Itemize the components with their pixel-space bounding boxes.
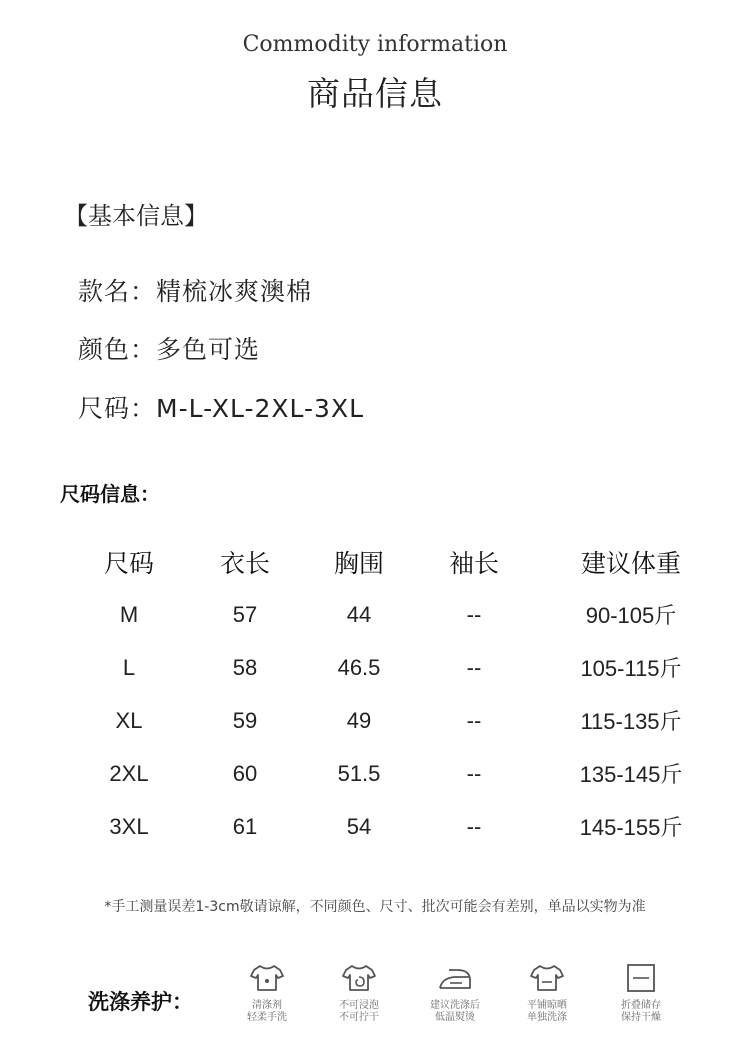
tshirt-detergent-icon — [247, 962, 287, 994]
style-name-label: 款名： — [78, 277, 157, 306]
chinese-title: 商品信息 — [307, 74, 443, 113]
table-cell: 105-115斤 — [580, 656, 682, 681]
size-table-header-row — [70, 536, 730, 588]
care-item-hand-wash — [232, 962, 302, 1024]
tshirt-flat-dry-icon — [527, 962, 567, 994]
care-caption-line1: 折叠储存 — [621, 1000, 661, 1011]
table-row — [70, 800, 730, 853]
care-caption-line1: 清涤剂 — [252, 1000, 282, 1011]
size-table — [70, 536, 730, 853]
size-label: 尺码： — [78, 394, 157, 423]
table-cell: 57 — [232, 601, 258, 627]
table-cell: 54 — [346, 813, 372, 839]
care-caption-line2: 保持干燥 — [621, 1012, 661, 1023]
table-cell: 58 — [232, 654, 258, 680]
table-cell: 59 — [232, 707, 258, 733]
size-row — [78, 389, 364, 425]
column-header-length: 衣长 — [219, 549, 270, 578]
style-name-row — [78, 272, 312, 308]
table-cell: -- — [466, 601, 482, 627]
column-header-weight: 建议体重 — [580, 549, 681, 578]
care-item-no-soak — [324, 962, 394, 1024]
column-header-sleeve: 袖长 — [448, 549, 499, 578]
size-info-heading: 尺码信息： — [60, 482, 160, 506]
table-cell: 60 — [232, 760, 258, 786]
style-name-value: 精梳冰爽澳棉 — [156, 277, 313, 306]
table-cell: -- — [466, 654, 482, 680]
tshirt-no-soak-icon — [339, 962, 379, 994]
care-item-fold-storage — [606, 962, 676, 1024]
fold-storage-icon — [621, 962, 661, 994]
care-item-iron — [420, 962, 490, 1024]
care-caption-line1: 建议洗涤后 — [430, 1000, 480, 1011]
basic-info-heading: 【基本信息】 — [64, 202, 208, 230]
english-title: Commodity information — [242, 32, 508, 57]
table-cell: 49 — [346, 707, 372, 733]
care-caption-line2: 单独洗涤 — [527, 1012, 567, 1023]
table-cell: 46.5 — [337, 654, 381, 680]
table-cell: 2XL — [109, 760, 149, 786]
care-caption-line2: 不可拧干 — [339, 1012, 379, 1023]
table-cell: 51.5 — [337, 760, 381, 786]
table-cell: 44 — [346, 601, 372, 627]
size-value: M-L-XL-2XL-3XL — [156, 394, 365, 423]
table-cell: 115-135斤 — [580, 709, 682, 734]
table-cell: -- — [466, 813, 482, 839]
table-cell: 61 — [232, 813, 258, 839]
table-row — [70, 747, 730, 800]
table-row — [70, 694, 730, 747]
table-row — [70, 588, 730, 641]
care-caption-line2: 低温熨烫 — [435, 1012, 475, 1023]
table-cell: L — [122, 654, 136, 680]
column-header-size: 尺码 — [103, 549, 154, 578]
color-row — [78, 330, 260, 366]
table-cell: M — [119, 601, 139, 627]
table-cell: XL — [115, 707, 143, 733]
table-cell: 90-105斤 — [585, 603, 677, 628]
iron-icon — [435, 962, 475, 994]
care-caption-line1: 平铺晾晒 — [527, 1000, 567, 1011]
color-value: 多色可选 — [156, 335, 261, 364]
table-row — [70, 641, 730, 694]
table-cell: 3XL — [109, 813, 149, 839]
table-cell: -- — [466, 707, 482, 733]
color-label: 颜色： — [78, 335, 157, 364]
column-header-chest: 胸围 — [333, 549, 384, 578]
care-caption-line2: 轻柔手洗 — [247, 1012, 287, 1023]
care-heading: 洗涤养护： — [88, 990, 193, 1014]
table-cell: 145-155斤 — [579, 815, 683, 840]
table-cell: -- — [466, 760, 482, 786]
care-item-flat-dry — [512, 962, 582, 1024]
care-caption-line1: 不可浸泡 — [339, 1000, 379, 1011]
measurement-note: *手工测量误差1-3cm敬请谅解，不同颜色、尺寸、批次可能会有差别，单品以实物为准 — [104, 899, 646, 915]
table-cell: 135-145斤 — [579, 762, 683, 787]
